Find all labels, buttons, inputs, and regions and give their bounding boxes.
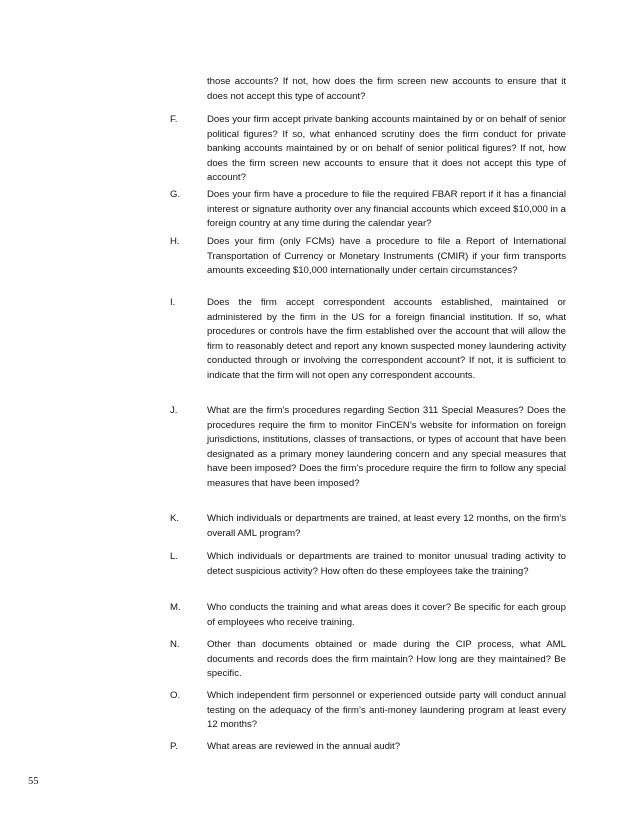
- question-letter: J.: [170, 405, 178, 416]
- question-text: Does your firm accept private banking accounts maintained by or on behalf of senior political figures? If so, what enhanced scrutiny does the firm conduct for private banking accounts maintained by or on behalf of senior political figures? If not, how does the firm screen new accounts to ensure that it does not accept this type of account?: [207, 114, 566, 184]
- question-text: Who conducts the training and what areas does it cover? Be specific for each group of employees who receive training.: [207, 602, 566, 628]
- question-text: those accounts? If not, how does the firm screen new accounts to ensure that it does not accept this type of account?: [207, 76, 566, 102]
- question-letter: P.: [170, 741, 178, 752]
- question-letter: F.: [170, 114, 178, 125]
- question-text: What are the firm’s procedures regarding Section 311 Special Measures? Does the procedures require the firm to monitor FinCEN’s website for information on foreign jurisdictions, institutions, classes of transactions, or types of account that have been designated as a primary money laundering concern and any special measures that have been imposed? Does the firm’s procedure require the firm to follow any special measures that have been imposed?: [207, 405, 566, 489]
- question-text: Does your firm (only FCMs) have a procedure to file a Report of International Transportation of Currency or Monetary Instruments (CMIR) if your firm transports amounts exceeding $10,000 internationally under certain circumstances?: [207, 236, 566, 277]
- question-letter: O.: [170, 690, 181, 701]
- question-text: What areas are reviewed in the annual audit?: [207, 741, 401, 752]
- page-number: 55: [28, 776, 39, 787]
- question-letter: K.: [170, 513, 180, 524]
- question-text: Other than documents obtained or made during the CIP process, what AML documents and records does the firm maintain? How long are they maintained? Be specific.: [207, 639, 566, 680]
- question-text: Does the firm accept correspondent accounts established, maintained or administered by the firm in the US for a foreign financial institution. If so, what procedures or controls have the firm established over the account that will allow the firm to reasonably detect and report any known suspected money laundering activity conducted through or involving the correspondent account? If not, it is sufficient to indicate that the firm will not open any correspondent accounts.: [207, 297, 566, 381]
- question-text: Which individuals or departments are trained, at least every 12 months, on the firm’s overall AML program?: [207, 513, 566, 539]
- question-letter: G.: [170, 189, 181, 200]
- question-text: Which independent firm personnel or experienced outside party will conduct annual testing on the adequacy of the firm’s anti-money laundering program at least every 12 months?: [207, 690, 566, 731]
- question-letter: I.: [170, 297, 176, 308]
- question-letter: N.: [170, 639, 180, 650]
- question-text: Does your firm have a procedure to file the required FBAR report if it has a financial interest or signature authority over any financial accounts which exceed $10,000 in a foreign country at any time during the calendar year?: [207, 189, 566, 230]
- question-text: Which individuals or departments are trained to monitor unusual trading activity to detect suspicious activity? How often do these employees take the training?: [207, 551, 566, 577]
- question-letter: L.: [170, 551, 179, 562]
- question-letter: M.: [170, 602, 181, 613]
- question-letter: H.: [170, 236, 180, 247]
